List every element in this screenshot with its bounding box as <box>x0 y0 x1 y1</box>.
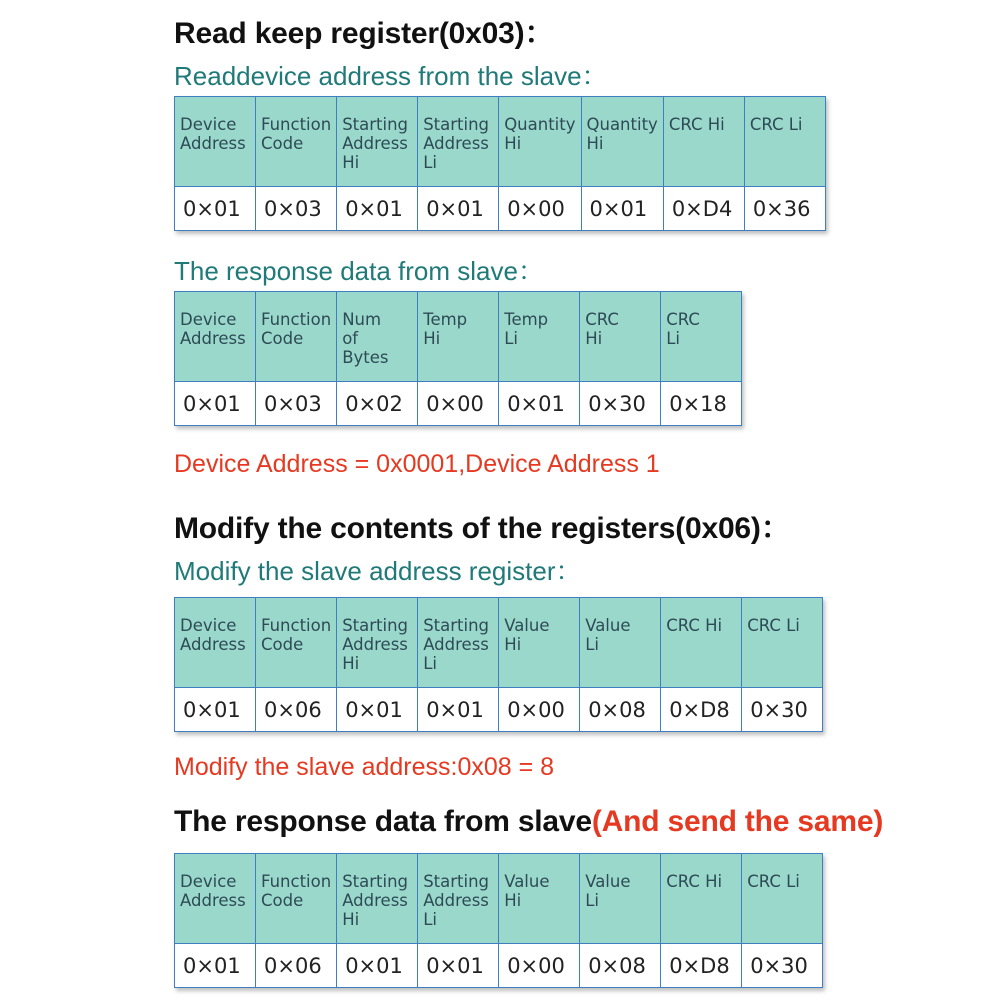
value-cell: 0×03 <box>256 382 337 426</box>
value-cell: 0×08 <box>580 944 661 988</box>
modify-request-table <box>174 597 823 732</box>
value-cell: 0×D4 <box>663 187 744 231</box>
header-cell: Function Code <box>256 854 337 944</box>
header-cell: Num of Bytes <box>337 292 418 382</box>
value-cell: 0×01 <box>418 944 499 988</box>
header-cell: Function Code <box>256 598 337 688</box>
device-address-note: Device Address = 0x0001,Device Address 1 <box>174 450 660 478</box>
value-cell: 0×01 <box>418 187 499 231</box>
value-cell: 0×01 <box>581 187 663 231</box>
header-cell: Starting Address Li <box>418 854 499 944</box>
read-register-title: Read keep register(0x03)： <box>174 17 555 50</box>
modify-response-title-main: The response data from slave <box>174 805 592 838</box>
header-cell: Quantity Hi <box>499 97 581 187</box>
value-cell: 0×01 <box>499 382 580 426</box>
header-cell: CRC Hi <box>663 97 744 187</box>
header-cell: CRC Li <box>744 97 825 187</box>
value-cell: 0×00 <box>499 944 580 988</box>
value-cell: 0×30 <box>580 382 661 426</box>
header-cell: Device Address <box>175 598 256 688</box>
header-cell: CRC Li <box>742 854 823 944</box>
value-cell: 0×00 <box>499 688 580 732</box>
header-cell: Value Hi <box>499 854 580 944</box>
modify-response-table <box>174 853 823 988</box>
header-cell: Value Hi <box>499 598 580 688</box>
modify-response-title-note: (And send the same) <box>591 805 884 838</box>
header-cell: Temp Hi <box>418 292 499 382</box>
header-cell: Device Address <box>175 854 256 944</box>
value-cell: 0×01 <box>175 944 256 988</box>
header-cell: Starting Address Li <box>418 97 499 187</box>
header-cell: Starting Address Hi <box>337 854 418 944</box>
read-response-subtitle: The response data from slave： <box>174 256 544 286</box>
value-cell: 0×30 <box>742 944 823 988</box>
modify-request-subtitle: Modify the slave address register： <box>174 556 582 586</box>
value-cell: 0×00 <box>418 382 499 426</box>
value-cell: 0×00 <box>499 187 581 231</box>
value-cell: 0×18 <box>661 382 742 426</box>
table-header-row <box>175 598 823 688</box>
value-cell: 0×01 <box>175 187 256 231</box>
read-response-table <box>174 291 742 426</box>
value-cell: 0×06 <box>256 688 337 732</box>
header-cell: Value Li <box>580 854 661 944</box>
value-cell: 0×01 <box>175 688 256 732</box>
header-cell: Temp Li <box>499 292 580 382</box>
value-cell: 0×D8 <box>661 688 742 732</box>
modify-response-title <box>174 805 883 839</box>
value-cell: 0×01 <box>418 688 499 732</box>
header-cell: Function Code <box>256 97 337 187</box>
header-cell: CRC Hi <box>661 598 742 688</box>
slave-address-note: Modify the slave address:0x08 = 8 <box>174 753 555 781</box>
value-cell: 0×06 <box>256 944 337 988</box>
header-cell: Device Address <box>175 97 256 187</box>
value-cell: 0×01 <box>337 688 418 732</box>
read-request-subtitle: Readdevice address from the slave： <box>174 61 608 91</box>
header-cell: CRC Li <box>742 598 823 688</box>
header-cell: Device Address <box>175 292 256 382</box>
table-header-row <box>175 97 826 187</box>
header-cell: Starting Address Hi <box>337 97 418 187</box>
table-row <box>175 688 823 732</box>
header-cell: CRC Hi <box>661 854 742 944</box>
table-row <box>175 382 742 426</box>
header-cell: Starting Address Hi <box>337 598 418 688</box>
value-cell: 0×30 <box>742 688 823 732</box>
value-cell: 0×36 <box>744 187 825 231</box>
header-cell: Starting Address Li <box>418 598 499 688</box>
value-cell: 0×08 <box>580 688 661 732</box>
value-cell: 0×01 <box>337 187 418 231</box>
header-cell: CRC Hi <box>580 292 661 382</box>
value-cell: 0×03 <box>256 187 337 231</box>
header-cell: Function Code <box>256 292 337 382</box>
table-row <box>175 187 826 231</box>
read-request-table <box>174 96 826 231</box>
value-cell: 0×01 <box>175 382 256 426</box>
header-cell: Value Li <box>580 598 661 688</box>
header-cell: CRC Li <box>661 292 742 382</box>
value-cell: 0×D8 <box>661 944 742 988</box>
value-cell: 0×02 <box>337 382 418 426</box>
table-header-row <box>175 854 823 944</box>
table-row <box>175 944 823 988</box>
value-cell: 0×01 <box>337 944 418 988</box>
modify-register-title: Modify the contents of the registers(0x06)： <box>174 512 791 545</box>
header-cell: Quantity Hi <box>581 97 663 187</box>
table-header-row <box>175 292 742 382</box>
